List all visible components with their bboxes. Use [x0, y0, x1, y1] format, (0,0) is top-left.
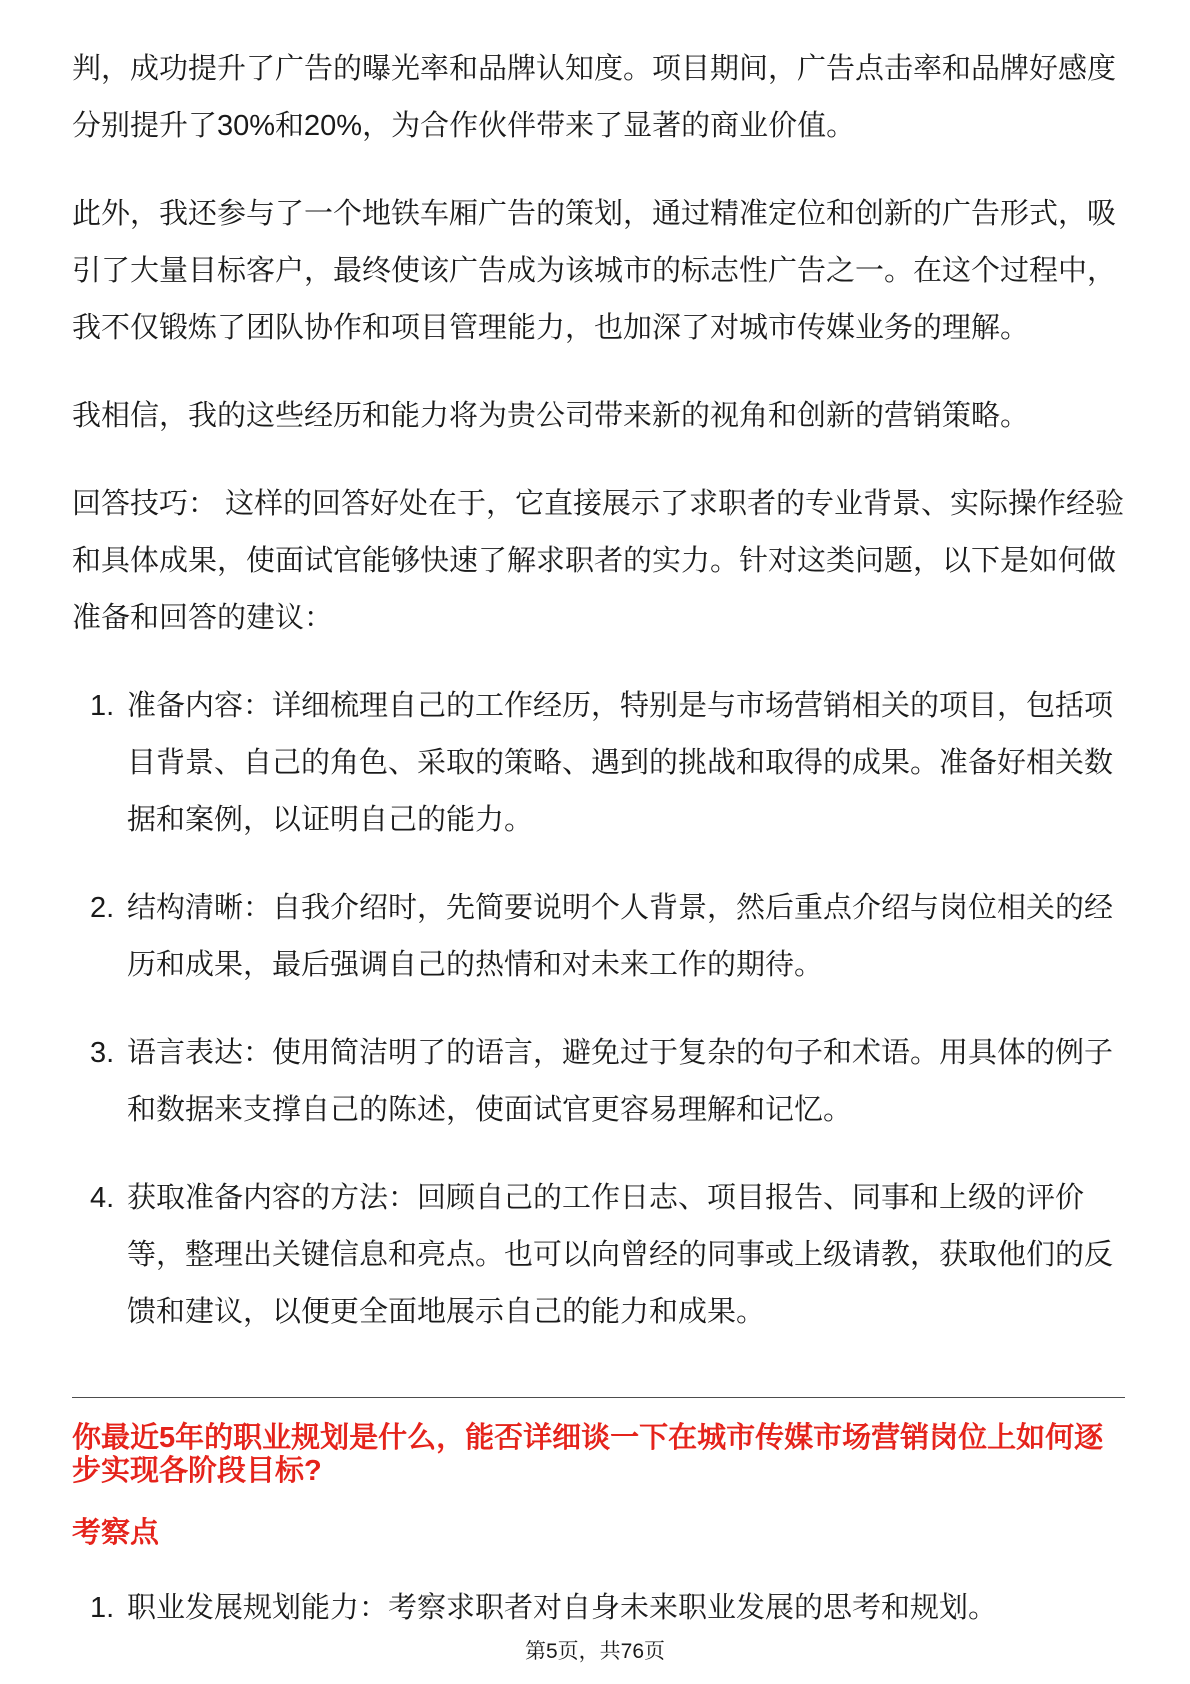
section-label: 考察点 — [72, 1517, 160, 1549]
list-number: 2. — [90, 892, 115, 924]
assessment-points-list — [72, 1580, 1134, 1637]
tip-text: 结构清晰：自我介绍时，先简要说明个人背景，然后重点介绍与岗位相关的经历和成果，最后强调自己的热情和对未来工作的期待。 — [127, 892, 1114, 981]
assessment-point-text: 职业发展规划能力：考察求职者对自身未来职业发展的思考和规划。 — [127, 1592, 998, 1624]
list-number: 1. — [90, 690, 115, 722]
tip-text: 准备内容：详细梳理自己的工作经历，特别是与市场营销相关的项目，包括项目背景、自己的角色、采取的策略、遇到的挑战和取得的成果。准备好相关数据和案例，以证明自己的能力。 — [127, 690, 1114, 836]
tips-list — [72, 678, 1134, 1341]
list-number: 4. — [90, 1182, 115, 1214]
page-footer: 第5页，共76页 — [524, 1640, 666, 1663]
tip-item — [72, 678, 1127, 849]
tip-text: 语言表达：使用简洁明了的语言，避免过于复杂的句子和术语。用具体的例子和数据来支撑自己的陈述，使面试官更容易理解和记忆。 — [127, 1037, 1114, 1126]
tip-item — [72, 1025, 1127, 1139]
tip-item — [72, 1170, 1127, 1341]
answer-tips-paragraph: 回答技巧： 这样的回答好处在于，它直接展示了求职者的专业背景、实际操作经验和具体成果，使面试官能够快速了解求职者的实力。针对这类问题，以下是如何做准备和回答的建议： — [72, 488, 1125, 634]
assessment-point-item — [72, 1580, 1127, 1637]
body-paragraph: 此外，我还参与了一个地铁车厢广告的策划，通过精准定位和创新的广告形式，吸引了大量目标客户，最终使该广告成为该城市的标志性广告之一。在这个过程中，我不仅锻炼了团队协作和项目管理能力，也加深了对城市传媒业务的理解。 — [72, 198, 1117, 344]
section-divider — [72, 1397, 1125, 1398]
body-paragraph: 我相信，我的这些经历和能力将为贵公司带来新的视角和创新的营销策略。 — [72, 400, 1030, 432]
question-heading: 你最近5年的职业规划是什么，能否详细谈一下在城市传媒市场营销岗位上如何逐步实现各阶段目标? — [72, 1422, 1104, 1487]
answer-body — [72, 41, 1134, 1341]
list-number: 3. — [90, 1037, 115, 1069]
tip-text: 获取准备内容的方法：回顾自己的工作日志、项目报告、同事和上级的评价等，整理出关键信息和亮点。也可以向曾经的同事或上级请教，获取他们的反馈和建议，以便更全面地展示自己的能力和成果。 — [127, 1182, 1114, 1328]
body-paragraph: 判，成功提升了广告的曝光率和品牌认知度。项目期间，广告点击率和品牌好感度分别提升了30%和20%，为合作伙伴带来了显著的商业价值。 — [72, 53, 1117, 142]
list-number: 1. — [90, 1592, 115, 1624]
tip-item — [72, 880, 1127, 994]
